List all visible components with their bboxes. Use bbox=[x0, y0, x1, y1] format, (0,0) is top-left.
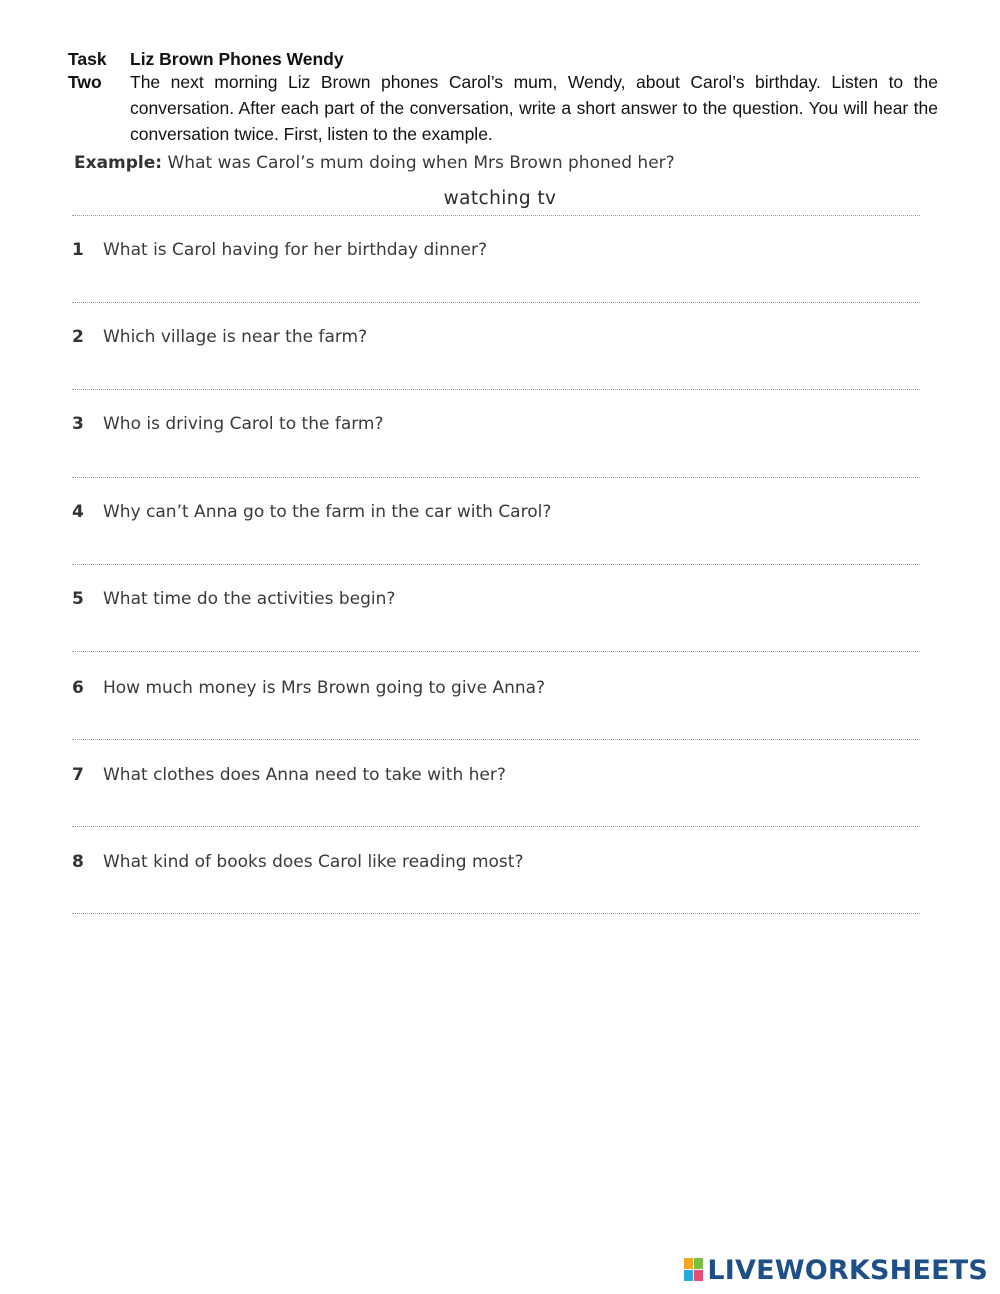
question-text: Why can’t Anna go to the farm in the car with Carol? bbox=[103, 502, 552, 522]
question-number: 4 bbox=[72, 502, 84, 522]
example-answer: watching tv bbox=[443, 188, 557, 209]
question-4 bbox=[72, 500, 551, 524]
question-7 bbox=[72, 763, 506, 787]
question-3 bbox=[72, 412, 384, 436]
answer-field-8[interactable] bbox=[72, 879, 924, 915]
question-8 bbox=[72, 850, 523, 874]
question-text: How much money is Mrs Brown going to give Anna? bbox=[103, 678, 546, 698]
question-number: 1 bbox=[72, 240, 84, 260]
answer-field-4[interactable] bbox=[72, 530, 924, 566]
task-label bbox=[68, 48, 126, 94]
answer-field-2[interactable] bbox=[72, 355, 924, 391]
answer-line-2 bbox=[72, 389, 920, 390]
answer-line-6 bbox=[72, 739, 920, 740]
task-label-line2: Two bbox=[68, 72, 102, 92]
question-5 bbox=[72, 587, 395, 611]
example-question-text: What was Carol’s mum doing when Mrs Brown phoned her? bbox=[167, 153, 675, 173]
example-question bbox=[74, 151, 675, 175]
brand-name: LIVEWORKSHEETS bbox=[707, 1254, 988, 1286]
example-answer-line bbox=[72, 215, 920, 216]
question-text: Who is driving Carol to the farm? bbox=[103, 414, 384, 434]
answer-line-7 bbox=[72, 826, 920, 827]
answer-field-1[interactable] bbox=[72, 268, 924, 304]
question-number: 5 bbox=[72, 589, 84, 609]
answer-field-3[interactable] bbox=[72, 443, 924, 479]
task-instructions: The next morning Liz Brown phones Carol’s mum, Wendy, about Carol’s birthday. Listen to the conversation. After each part of the conversation, write a short answer to the question. You will hear the conversation twice. First, listen to the example. bbox=[130, 72, 938, 144]
answer-line-5 bbox=[72, 651, 920, 652]
liveworksheets-logo-icon bbox=[684, 1258, 704, 1282]
task-title: Liz Brown Phones Wendy bbox=[130, 49, 344, 69]
question-6 bbox=[72, 676, 545, 700]
answer-field-7[interactable] bbox=[72, 792, 924, 828]
question-number: 2 bbox=[72, 327, 84, 347]
question-number: 8 bbox=[72, 852, 84, 872]
example-label: Example: bbox=[74, 153, 163, 173]
task-label-line1: Task bbox=[68, 49, 107, 69]
answer-line-1 bbox=[72, 302, 920, 303]
answer-line-4 bbox=[72, 564, 920, 565]
question-2 bbox=[72, 325, 367, 349]
answer-field-6[interactable] bbox=[72, 705, 924, 741]
answer-line-8 bbox=[72, 913, 920, 914]
question-text: Which village is near the farm? bbox=[103, 327, 368, 347]
answer-line-3 bbox=[72, 477, 920, 478]
question-number: 6 bbox=[72, 678, 84, 698]
answer-field-5[interactable] bbox=[72, 617, 924, 653]
question-text: What time do the activities begin? bbox=[103, 589, 396, 609]
liveworksheets-logo bbox=[684, 1252, 988, 1288]
question-text: What clothes does Anna need to take with her? bbox=[103, 765, 506, 785]
question-text: What kind of books does Carol like reading most? bbox=[103, 852, 524, 872]
question-number: 7 bbox=[72, 765, 84, 785]
question-1 bbox=[72, 238, 487, 262]
question-number: 3 bbox=[72, 414, 84, 434]
question-text: What is Carol having for her birthday dinner? bbox=[103, 240, 487, 260]
